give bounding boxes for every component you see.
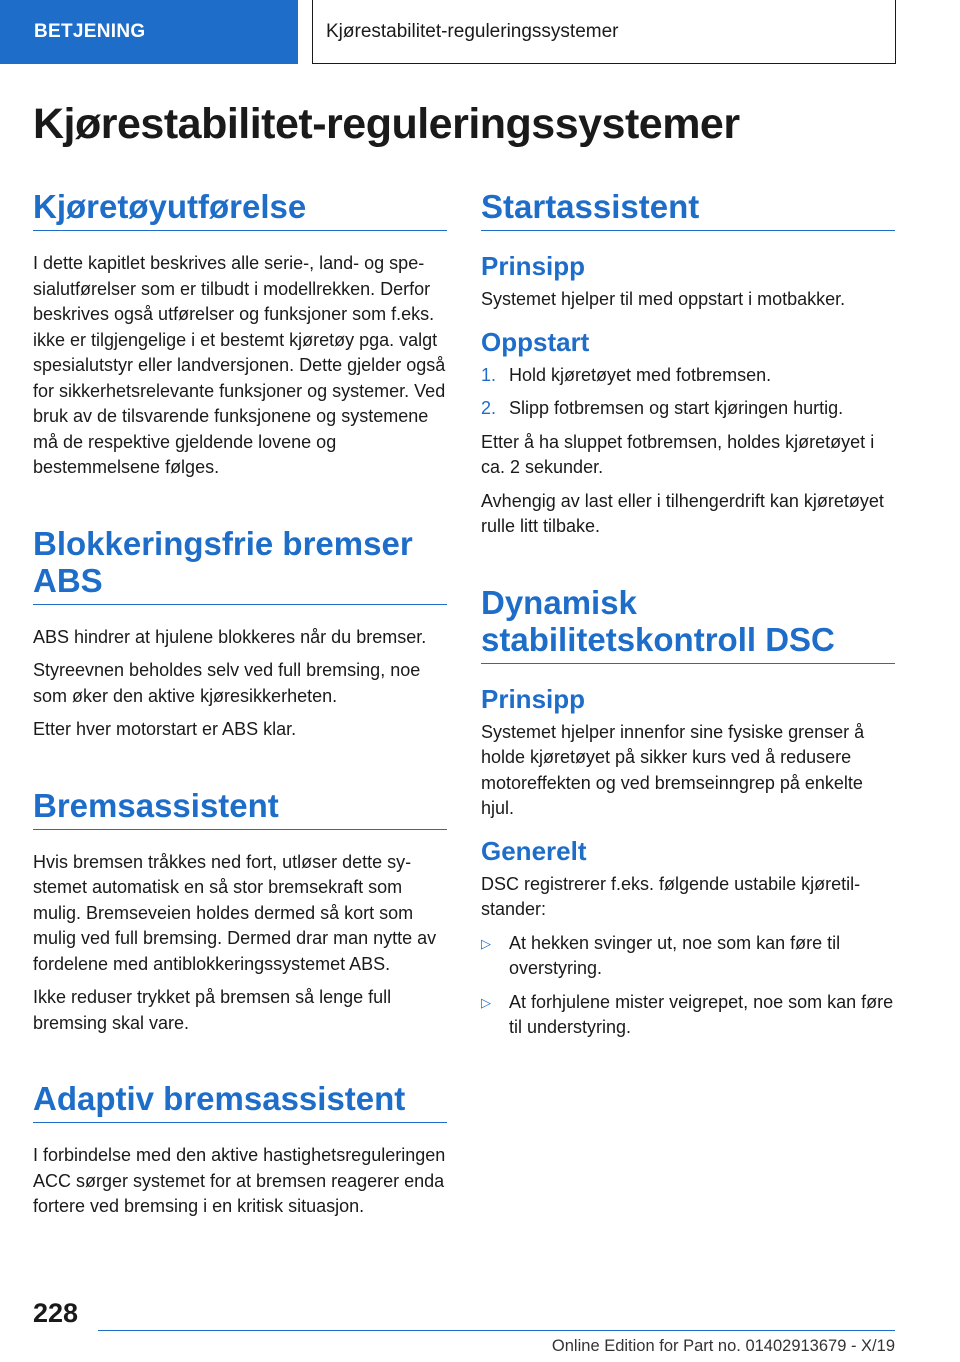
page-number: 228: [33, 1298, 79, 1328]
step-text: Hold kjøretøyet med fotbremsen.: [509, 364, 772, 385]
edition-note: Online Edition for Part no. 01402913679 - X/19: [551, 1337, 895, 1355]
paragraph: Etter hver motorstart er ABS klar.: [33, 719, 297, 739]
section-adaptiv-bremsassistent: [33, 1080, 447, 1220]
section-heading: Kjøretøyutførelse: [33, 188, 447, 231]
paragraph: Avhengig av last eller i tilhengerdrift kan kjøretøyet rulle litt tilbake.: [481, 490, 884, 536]
paragraph: Etter å ha sluppet fotbremsen, holdes kjøretøyet i ca. 2 sekunder.: [481, 431, 875, 477]
paragraph: Hvis bremsen tråkkes ned fort, utløser dette systemet automatisk en så stor bremsekraft som mulig. Bremseveien holdes dermed så kort som mulig ved full bremsing. Dermed drar man nytte av fordelene med antiblokkeringssystemet ABS.: [33, 851, 437, 974]
paragraph: I forbindelse med den aktive hastighetsreguleringen ACC sørger systemet for at bremsen reagerer enda fortere ved bremsing i en kritisk situasjon.: [33, 1145, 446, 1216]
subsection-prinsipp: [481, 684, 895, 822]
step-list: [481, 363, 895, 422]
list-item: [481, 363, 895, 389]
section-heading: Dynamisk stabilitetskontroll DSC: [481, 584, 895, 664]
footer-divider: [98, 1330, 895, 1331]
subsection-heading: Prinsipp: [481, 683, 586, 714]
subsection-generelt: [481, 836, 895, 1041]
bullet-text: At hekken svinger ut, noe som kan føre til overstyring.: [509, 932, 841, 978]
page-title: Kjørestabilitet-reguleringssystemer: [33, 100, 740, 148]
running-header-title: Kjørestabilitet-reguleringssystemer: [326, 20, 619, 42]
step-number: 1.: [481, 364, 497, 385]
subsection-heading: Oppstart: [481, 326, 590, 357]
list-item: [481, 990, 895, 1041]
section-abs: [33, 525, 447, 743]
running-header: [312, 0, 896, 64]
paragraph: Systemet hjelper til med oppstart i motbakker.: [481, 289, 846, 309]
left-column: [33, 188, 447, 1264]
paragraph: DSC registrerer f.eks. følgende ustabile kjøretilstander:: [481, 873, 861, 919]
section-heading: Blokkeringsfrie bremser ABS: [33, 525, 447, 605]
section-heading: Startassistent: [481, 188, 895, 231]
section-dsc: [481, 584, 895, 1041]
step-number: 2.: [481, 398, 497, 418]
section-startassistent: [481, 188, 895, 540]
section-bremsassistent: [33, 787, 447, 1037]
paragraph: Systemet hjelper innenfor sine fysiske grenser å holde kjøretøyet på sikker kurs ved å redusere motoreffekten og ved bremseinngrep på enkelte hjul.: [481, 721, 865, 818]
section-kjoretoyutforelse: [33, 188, 447, 481]
bullet-list: [481, 931, 895, 1041]
subsection-heading: Prinsipp: [481, 251, 586, 281]
list-item: [481, 396, 895, 422]
section-heading: Adaptiv bremsassistent: [33, 1080, 447, 1123]
section-tab-label: BETJENING: [34, 21, 146, 42]
list-item: [481, 931, 895, 982]
subsection-prinsipp: [481, 251, 895, 313]
paragraph: Ikke reduser trykket på bremsen så lenge full bremsing skal vare.: [33, 987, 392, 1033]
triangle-bullet-icon: ▷: [481, 994, 491, 1010]
paragraph: Styreevnen beholdes selv ved full bremsing, noe som øker den aktive kjøresikkerheten.: [33, 660, 421, 706]
paragraph: ABS hindrer at hjulene blokkeres når du bremser.: [33, 626, 427, 647]
step-text: Slipp fotbremsen og start kjøringen hurtig.: [509, 398, 844, 418]
subsection-heading: Generelt: [481, 835, 587, 866]
right-column: [481, 188, 895, 1085]
section-tab: [0, 0, 298, 64]
paragraph: I dette kapitlet beskrives alle serie-, land- og spesialutførelser som er tilbudt i modellrekken. Derfor beskrives også utførelser og funksjoner som f.eks. ikke er tilgjengelige i et bestemt kjøretøy pga. valgt spesialutstyr eller landversjonen. Dette gjelder også for sikkerhetsrelevante funksjoner og systemer. Ved bruk av de tilsvarende funksjonene og systemene må de respektive gjeldende lovene og bestemmelsene følges.: [33, 253, 446, 477]
triangle-bullet-icon: ▷: [481, 935, 491, 951]
subsection-oppstart: [481, 327, 895, 540]
section-heading: Bremsassistent: [33, 787, 447, 830]
bullet-text: At forhjulene mister veigrepet, noe som kan føre til understyring.: [509, 991, 894, 1037]
